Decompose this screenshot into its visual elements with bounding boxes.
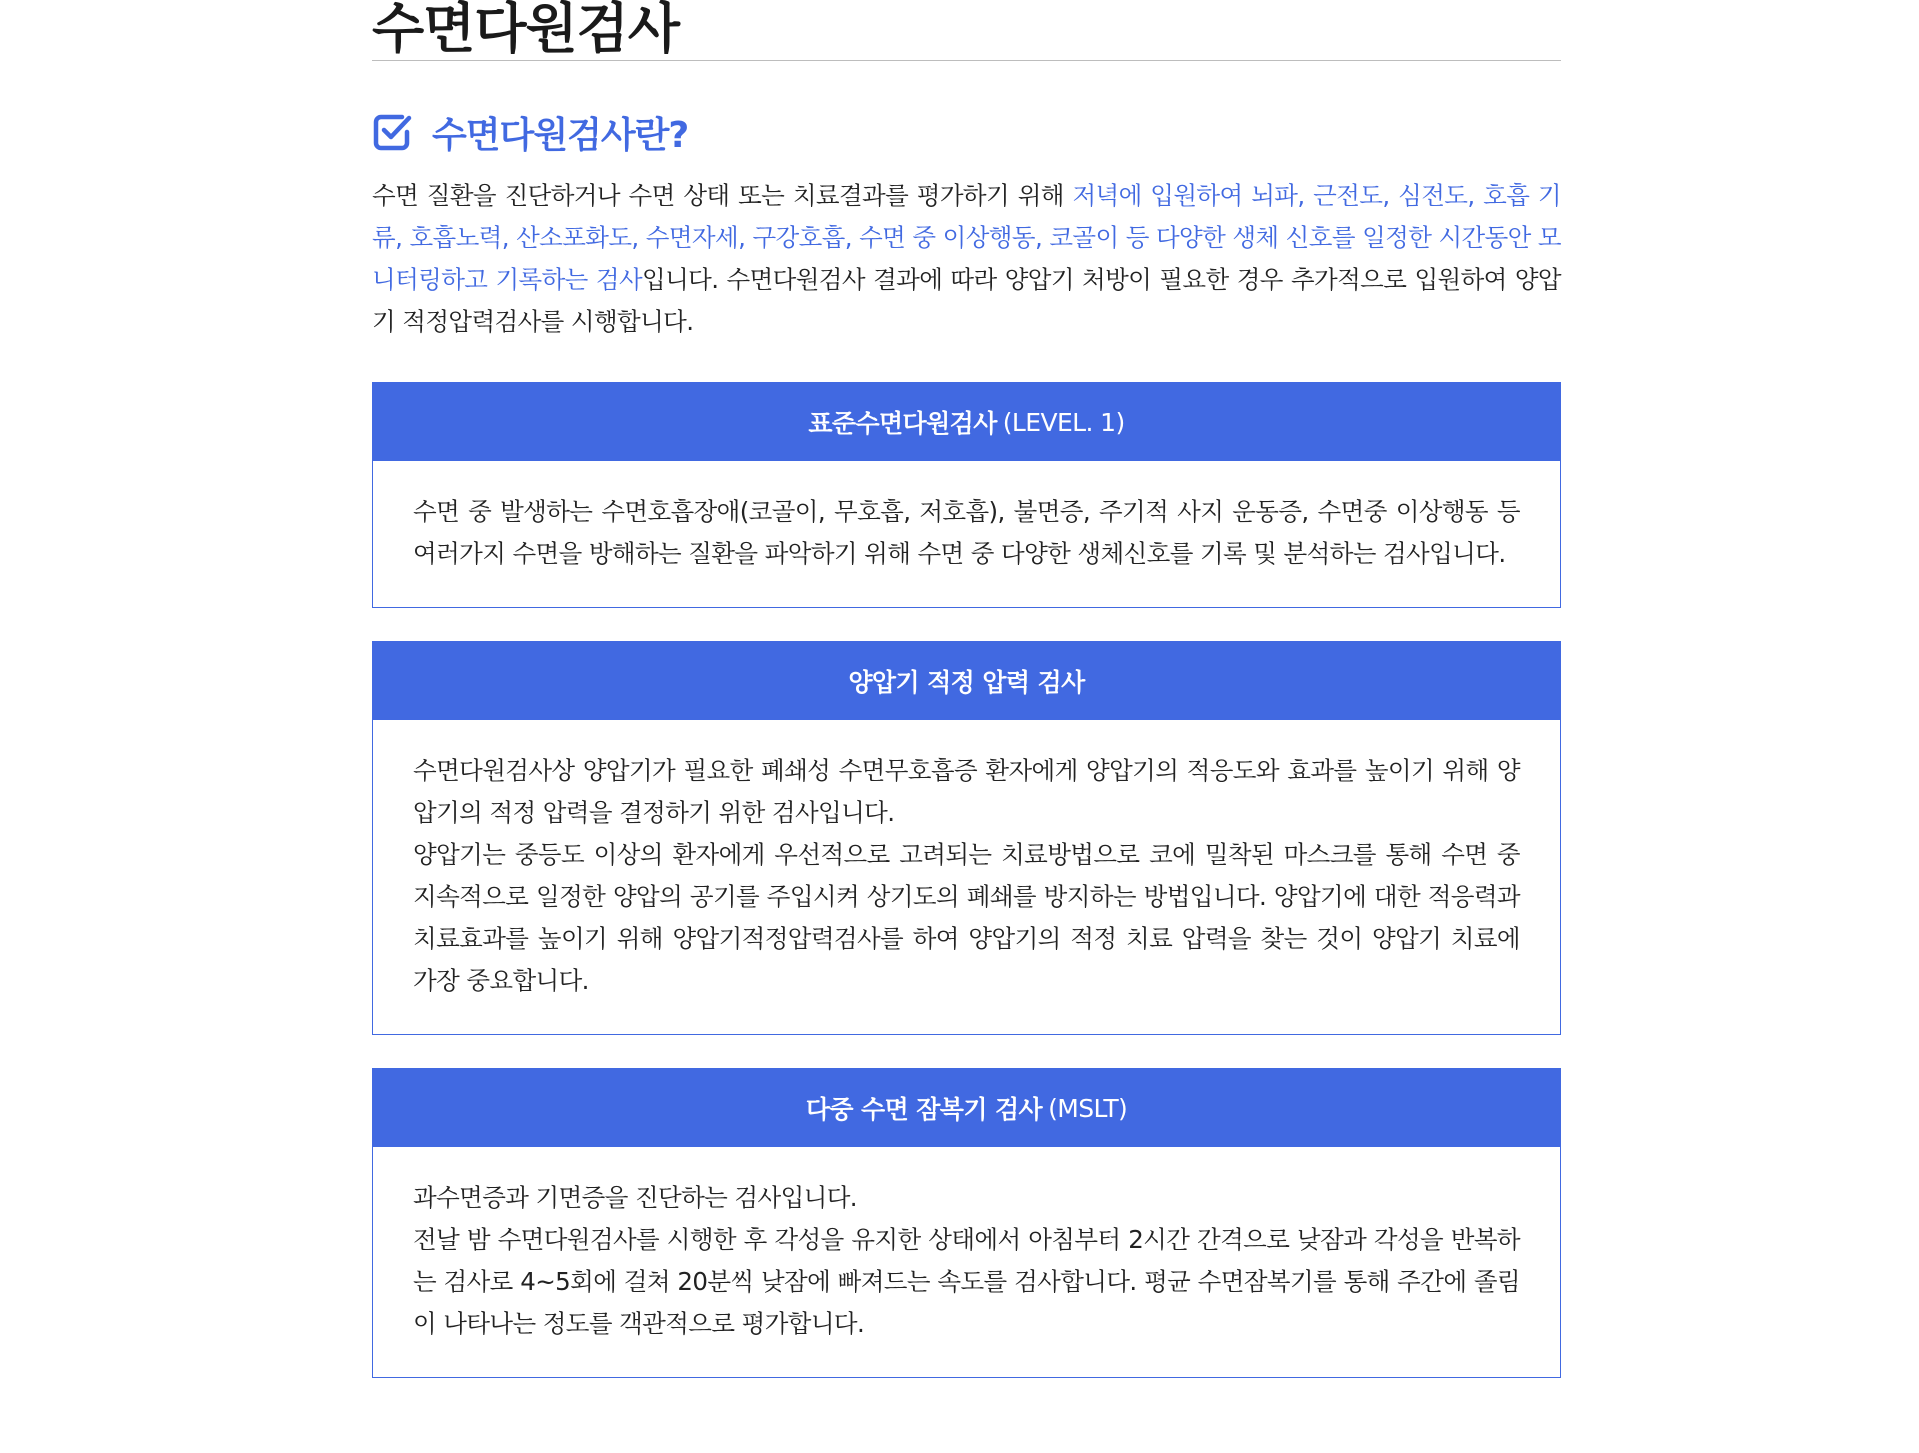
card-header	[373, 383, 1560, 461]
card-paragraph: 수면다원검사상 양압기가 필요한 폐쇄성 수면무호흡증 환자에게 양압기의 적응도와 효과를 높이기 위해 양압기의 적정 압력을 결정하기 위한 검사입니다.	[413, 756, 1520, 827]
card-body	[373, 720, 1560, 1034]
card-body	[373, 1147, 1560, 1377]
card-paragraph: 양압기는 중등도 이상의 환자에게 우선적으로 고려되는 치료방법으로 코에 밀착된 마스크를 통해 수면 중 지속적으로 일정한 양압의 공기를 주입시켜 상기도의 폐쇄를 방지하는 방법입니다. 양압기에 대한 적응력과 치료효과를 높이기 위해 양압기적정압력검사를 하여 양압기의 적정 치료 압력을 찾는 것이 양압기 치료에 가장 중요합니다.	[413, 840, 1520, 995]
card-cpap-titration	[372, 641, 1561, 1035]
intro-highlight-text: 저녁에 입원하여 뇌파, 근전도, 심전도, 호흡 기류, 호흡노력, 산소포화도, 수면자세, 구강호흡, 수면 중 이상행동, 코골이 등 다양한 생체 신호를 일정한 시간동안 모니터링하고 기록하는 검사	[372, 181, 1562, 294]
card-title: 양압기 적정 압력 검사	[848, 668, 1085, 697]
card-paragraph: 전날 밤 수면다원검사를 시행한 후 각성을 유지한 상태에서 아침부터 2시간 간격으로 낮잠과 각성을 반복하는 검사로 4~5회에 걸쳐 20분씩 낮잠에 빠져드는 속도를 검사합니다. 평균 수면잠복기를 통해 주간에 졸림이 나타나는 정도를 객관적으로 평가합니다.	[413, 1225, 1520, 1338]
section-heading	[372, 109, 1561, 155]
intro-text-part2: 입니다. 수면다원검사 결과에 따라 양압기 처방이 필요한 경우 추가적으로 입원하여 양압기 적정압력검사를 시행합니다.	[372, 265, 1561, 336]
card-paragraph: 수면 중 발생하는 수면호흡장애(코골이, 무호흡, 저호흡), 불면증, 주기적 사지 운동증, 수면중 이상행동 등 여러가지 수면을 방해하는 질환을 파악하기 위해 수면 중 다양한 생체신호를 기록 및 분석하는 검사입니다.	[413, 497, 1520, 568]
section-heading-text: 수면다원검사란?	[432, 114, 689, 156]
card-subtitle: (MSLT)	[1048, 1093, 1128, 1123]
card-subtitle: (LEVEL. 1)	[1002, 407, 1125, 437]
card-standard-psg	[372, 382, 1561, 608]
card-header	[373, 1069, 1560, 1147]
content-container	[372, 0, 1562, 1338]
card-title: 다중 수면 잠복기 검사	[805, 1095, 1043, 1124]
card-body	[373, 461, 1560, 607]
page-title: 수면다원검사	[372, 0, 1561, 61]
checkbox-checked-icon	[372, 112, 412, 152]
card-mslt	[372, 1068, 1561, 1378]
card-header	[373, 642, 1560, 720]
card-title: 표준수면다원검사	[808, 409, 997, 438]
intro-text-part1: 수면 질환을 진단하거나 수면 상태 또는 치료결과를 평가하기 위해	[372, 181, 1073, 210]
card-paragraph: 과수면증과 기면증을 진단하는 검사입니다.	[413, 1183, 857, 1212]
intro-paragraph	[372, 175, 1561, 343]
